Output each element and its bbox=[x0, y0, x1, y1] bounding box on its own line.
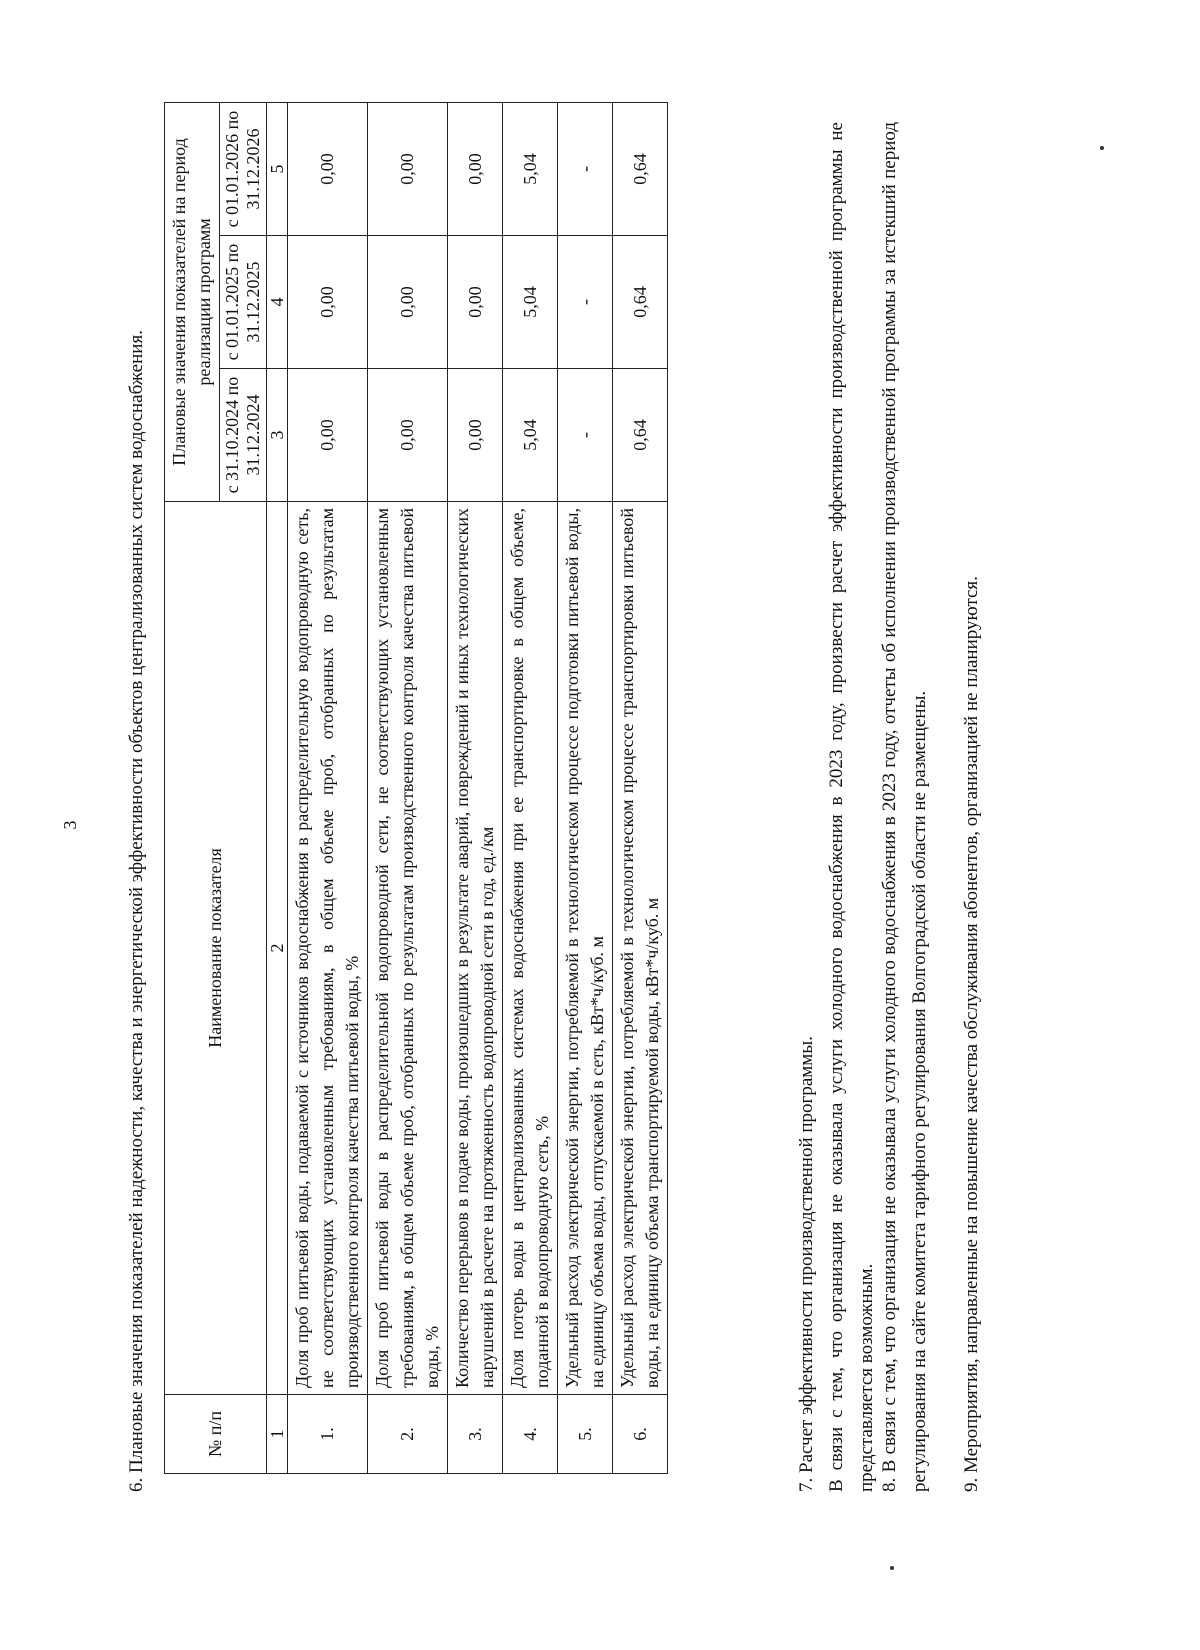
indicator-name: Количество перерывов в подаче воды, произошедших в результате аварий, повреждений и иных технологических нарушений в расчете на протяженность водопроводной сети в год, ед./км bbox=[448, 502, 503, 1395]
section-8: 8. В связи с тем, что организация не оказывала услуги холодного водоснабжения в 2023 году, отчеты об исполнении производственной программы за истекший период регулирования на сайте комитета тарифного регулирования Волгоградской области не размещены. bbox=[879, 122, 930, 1492]
column-index: 5 bbox=[267, 103, 288, 236]
indicator-name: Удельный расход электрической энергии, потребляемой в технологическом процессе подготовки питьевой воды, на единицу объема воды, отпускаемой в сеть, кВт*ч/куб. м bbox=[558, 502, 613, 1395]
scan-speck bbox=[890, 1566, 894, 1570]
section-7 bbox=[792, 122, 882, 1492]
column-index: 4 bbox=[267, 236, 288, 369]
scan-speck bbox=[1100, 146, 1104, 150]
header-period-2025: с 01.01.2025 по 31.12.2025 bbox=[220, 236, 267, 369]
table-row bbox=[558, 103, 613, 1474]
value-2024: 0,00 bbox=[448, 369, 503, 502]
row-number: 4. bbox=[503, 1395, 558, 1474]
row-number: 2. bbox=[368, 1395, 448, 1474]
value-2026: 0,00 bbox=[448, 103, 503, 236]
value-2025: 0,00 bbox=[448, 236, 503, 369]
table-row bbox=[613, 103, 668, 1474]
value-2024: 0,00 bbox=[288, 369, 368, 502]
header-period-group: Плановые значения показателей на период реализации программ bbox=[165, 103, 220, 502]
value-2024: 5,04 bbox=[503, 369, 558, 502]
row-number: 3. bbox=[448, 1395, 503, 1474]
column-index: 2 bbox=[267, 502, 288, 1395]
value-2024: 0,00 bbox=[368, 369, 448, 502]
section-9: 9. Мероприятия, направленные на повышение качества обслуживания абонентов, организацией не планируются. bbox=[961, 576, 982, 1492]
column-index: 3 bbox=[267, 369, 288, 502]
indicator-name: Доля проб питьевой воды в распределительной водопроводной сети, не соответствующих установленным требованиям, в общем объеме проб, отобранных по результатам производственного контроля качества питьевой воды, % bbox=[368, 502, 448, 1395]
indicator-name: Удельный расход электрической энергии, потребляемой в технологическом процессе транспортировки питьевой воды, на единицу объема транспортируемой воды, кВт*ч/куб. м bbox=[613, 502, 668, 1395]
row-number: 5. bbox=[558, 1395, 613, 1474]
value-2026: 0,00 bbox=[288, 103, 368, 236]
value-2025: 0,00 bbox=[288, 236, 368, 369]
page-number: 3 bbox=[60, 820, 80, 830]
value-2026: 5,04 bbox=[503, 103, 558, 236]
value-2024: - bbox=[558, 369, 613, 502]
indicator-name: Доля потерь воды в централизованных системах водоснабжения при ее транспортировке в общем объеме, поданной в водопроводную сеть, % bbox=[503, 502, 558, 1395]
section-7-title: 7. Расчет эффективности производственной программы. bbox=[796, 1036, 817, 1492]
section-6-heading: 6. Плановые значения показателей надежности, качества и энергетической эффективности объектов централизованных систем водоснабжения. bbox=[126, 330, 147, 1492]
row-number: 1. bbox=[288, 1395, 368, 1474]
header-name: Наименование показателя bbox=[165, 502, 267, 1395]
column-index: 1 bbox=[267, 1395, 288, 1474]
row-number: 6. bbox=[613, 1395, 668, 1474]
column-index-row bbox=[267, 103, 288, 1474]
header-num: № п/п bbox=[165, 1395, 267, 1474]
header-period-2026: с 01.01.2026 по 31.12.2026 bbox=[220, 103, 267, 236]
value-2026: 0,00 bbox=[368, 103, 448, 236]
indicators-table bbox=[164, 102, 668, 1474]
table-row bbox=[288, 103, 368, 1474]
value-2026: - bbox=[558, 103, 613, 236]
table-row bbox=[503, 103, 558, 1474]
value-2024: 0,64 bbox=[613, 369, 668, 502]
table-header-row bbox=[165, 103, 220, 1474]
indicator-name: Доля проб питьевой воды, подаваемой с источников водоснабжения в распределительную водопроводную сеть, не соответствующих установленным требованиям, в общем объеме проб, отобранных по результатам производственного контроля качества питьевой воды, % bbox=[288, 502, 368, 1395]
value-2025: - bbox=[558, 236, 613, 369]
header-period-2024: с 31.10.2024 по 31.12.2024 bbox=[220, 369, 267, 502]
value-2026: 0,64 bbox=[613, 103, 668, 236]
table-row bbox=[448, 103, 503, 1474]
section-7-text: В связи с тем, что организация не оказывала услуги холодного водоснабжения в 2023 году, произвести расчет эффективности производственной программы не представляется возможным. bbox=[826, 122, 877, 1492]
value-2025: 5,04 bbox=[503, 236, 558, 369]
value-2025: 0,64 bbox=[613, 236, 668, 369]
table-row bbox=[368, 103, 448, 1474]
value-2025: 0,00 bbox=[368, 236, 448, 369]
